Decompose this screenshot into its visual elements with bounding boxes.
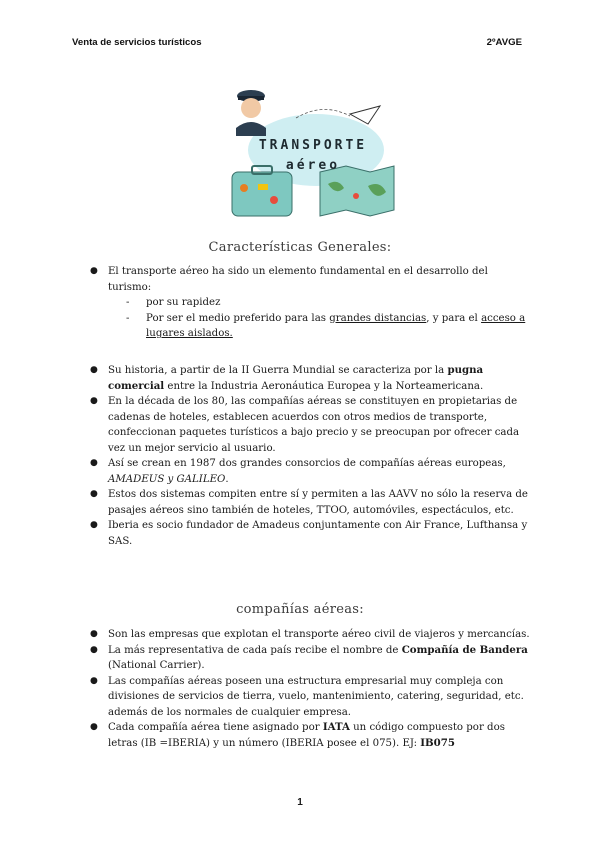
bullet-icon: ● bbox=[90, 266, 98, 276]
list-item: ● Estos dos sistemas compiten entre sí y permiten a las AAVV no sólo la reserva de pasajes aéreos sino también de hoteles, TTOO, automóviles, espectáculos, etc. bbox=[90, 489, 528, 516]
bullet-icon: ● bbox=[90, 644, 98, 655]
general-list-continued bbox=[90, 363, 530, 549]
page-number: 1 bbox=[297, 797, 303, 808]
dash-icon: - bbox=[126, 297, 130, 308]
airlines-list bbox=[90, 627, 530, 751]
general-list bbox=[90, 264, 530, 342]
list-item: ● Iberia es socio fundador de Amadeus conjuntamente con Air France, Lufthansa y SAS. bbox=[90, 520, 528, 547]
banner-title-line2: aéreo bbox=[285, 158, 341, 173]
list-item: ● Así se crean en 1987 dos grandes consorcios de compañías aéreas europeas, AMADEUS y GALILEO. bbox=[90, 458, 506, 485]
bullet-icon: ● bbox=[90, 458, 98, 468]
bullet-icon: ● bbox=[90, 675, 98, 686]
sub-list bbox=[108, 295, 530, 342]
section-title-airlines: compañías aéreas: bbox=[236, 602, 364, 617]
list-item: ● Las compañías aéreas poseen una estructura empresarial muy compleja con divisiones de servicios de tierra, vuelo, mantenimiento, catering, seguridad, etc. además de los normales de cualquier empresa. bbox=[90, 675, 524, 718]
list-item: ● La más representativa de cada país recibe el nombre de Compañía de Bandera (National Carrier). bbox=[90, 643, 528, 671]
list-item: ● Su historia, a partir de la II Guerra Mundial se caracteriza por la pugna comercial entre la Industria Aeronáutica Europea y la Norteamericana. bbox=[90, 364, 484, 392]
sub-list-item: - por su rapidez bbox=[108, 295, 530, 311]
banner-illustration bbox=[228, 88, 398, 220]
list-item: ● En la década de los 80, las compañías aéreas se constituyen en propietarias de cadenas de hoteles, establecen acuerdos con otros medios de transporte, confeccionan paquetes turísticos a bajo precio y se preocupan por ofrecer cada vez un mejor servicio al usuario. bbox=[90, 396, 520, 454]
map-icon bbox=[320, 166, 394, 216]
bullet-icon: ● bbox=[90, 722, 98, 732]
bullet-icon: ● bbox=[90, 520, 98, 530]
bullet-icon: ● bbox=[90, 365, 98, 375]
bullet-icon: ● bbox=[90, 629, 98, 639]
dash-icon: - bbox=[126, 312, 130, 324]
suitcase-icon bbox=[232, 166, 292, 216]
title-banner bbox=[228, 88, 398, 220]
bullet-icon: ● bbox=[90, 396, 98, 406]
section-title-general: Características Generales: bbox=[208, 240, 392, 255]
header-right: 2ºAVGE bbox=[486, 37, 522, 48]
pilot-icon bbox=[236, 90, 266, 136]
bullet-icon: ● bbox=[90, 489, 98, 499]
sub-list-item: - Por ser el medio preferido para las grandes distancias, y para el acceso a lugares aislados. bbox=[126, 312, 526, 339]
banner-title-line1: TRANSPORTE bbox=[258, 138, 368, 153]
list-item: ● Son las empresas que explotan el transporte aéreo civil de viajeros y mercancías. bbox=[90, 627, 530, 643]
header-left: Venta de servicios turísticos bbox=[72, 37, 202, 48]
list-item: ● Cada compañía aérea tiene asignado por IATA un código compuesto por dos letras (IB =IBERIA) y un número (IBERIA posee el 075). EJ: IB075 bbox=[90, 721, 505, 749]
list-item: ● El transporte aéreo ha sido un elemento fundamental en el desarrollo del turismo: - por su rapidez - Por ser el medio preferido para las grandes distancias, y para el acceso a lugares aislados. bbox=[90, 264, 530, 342]
